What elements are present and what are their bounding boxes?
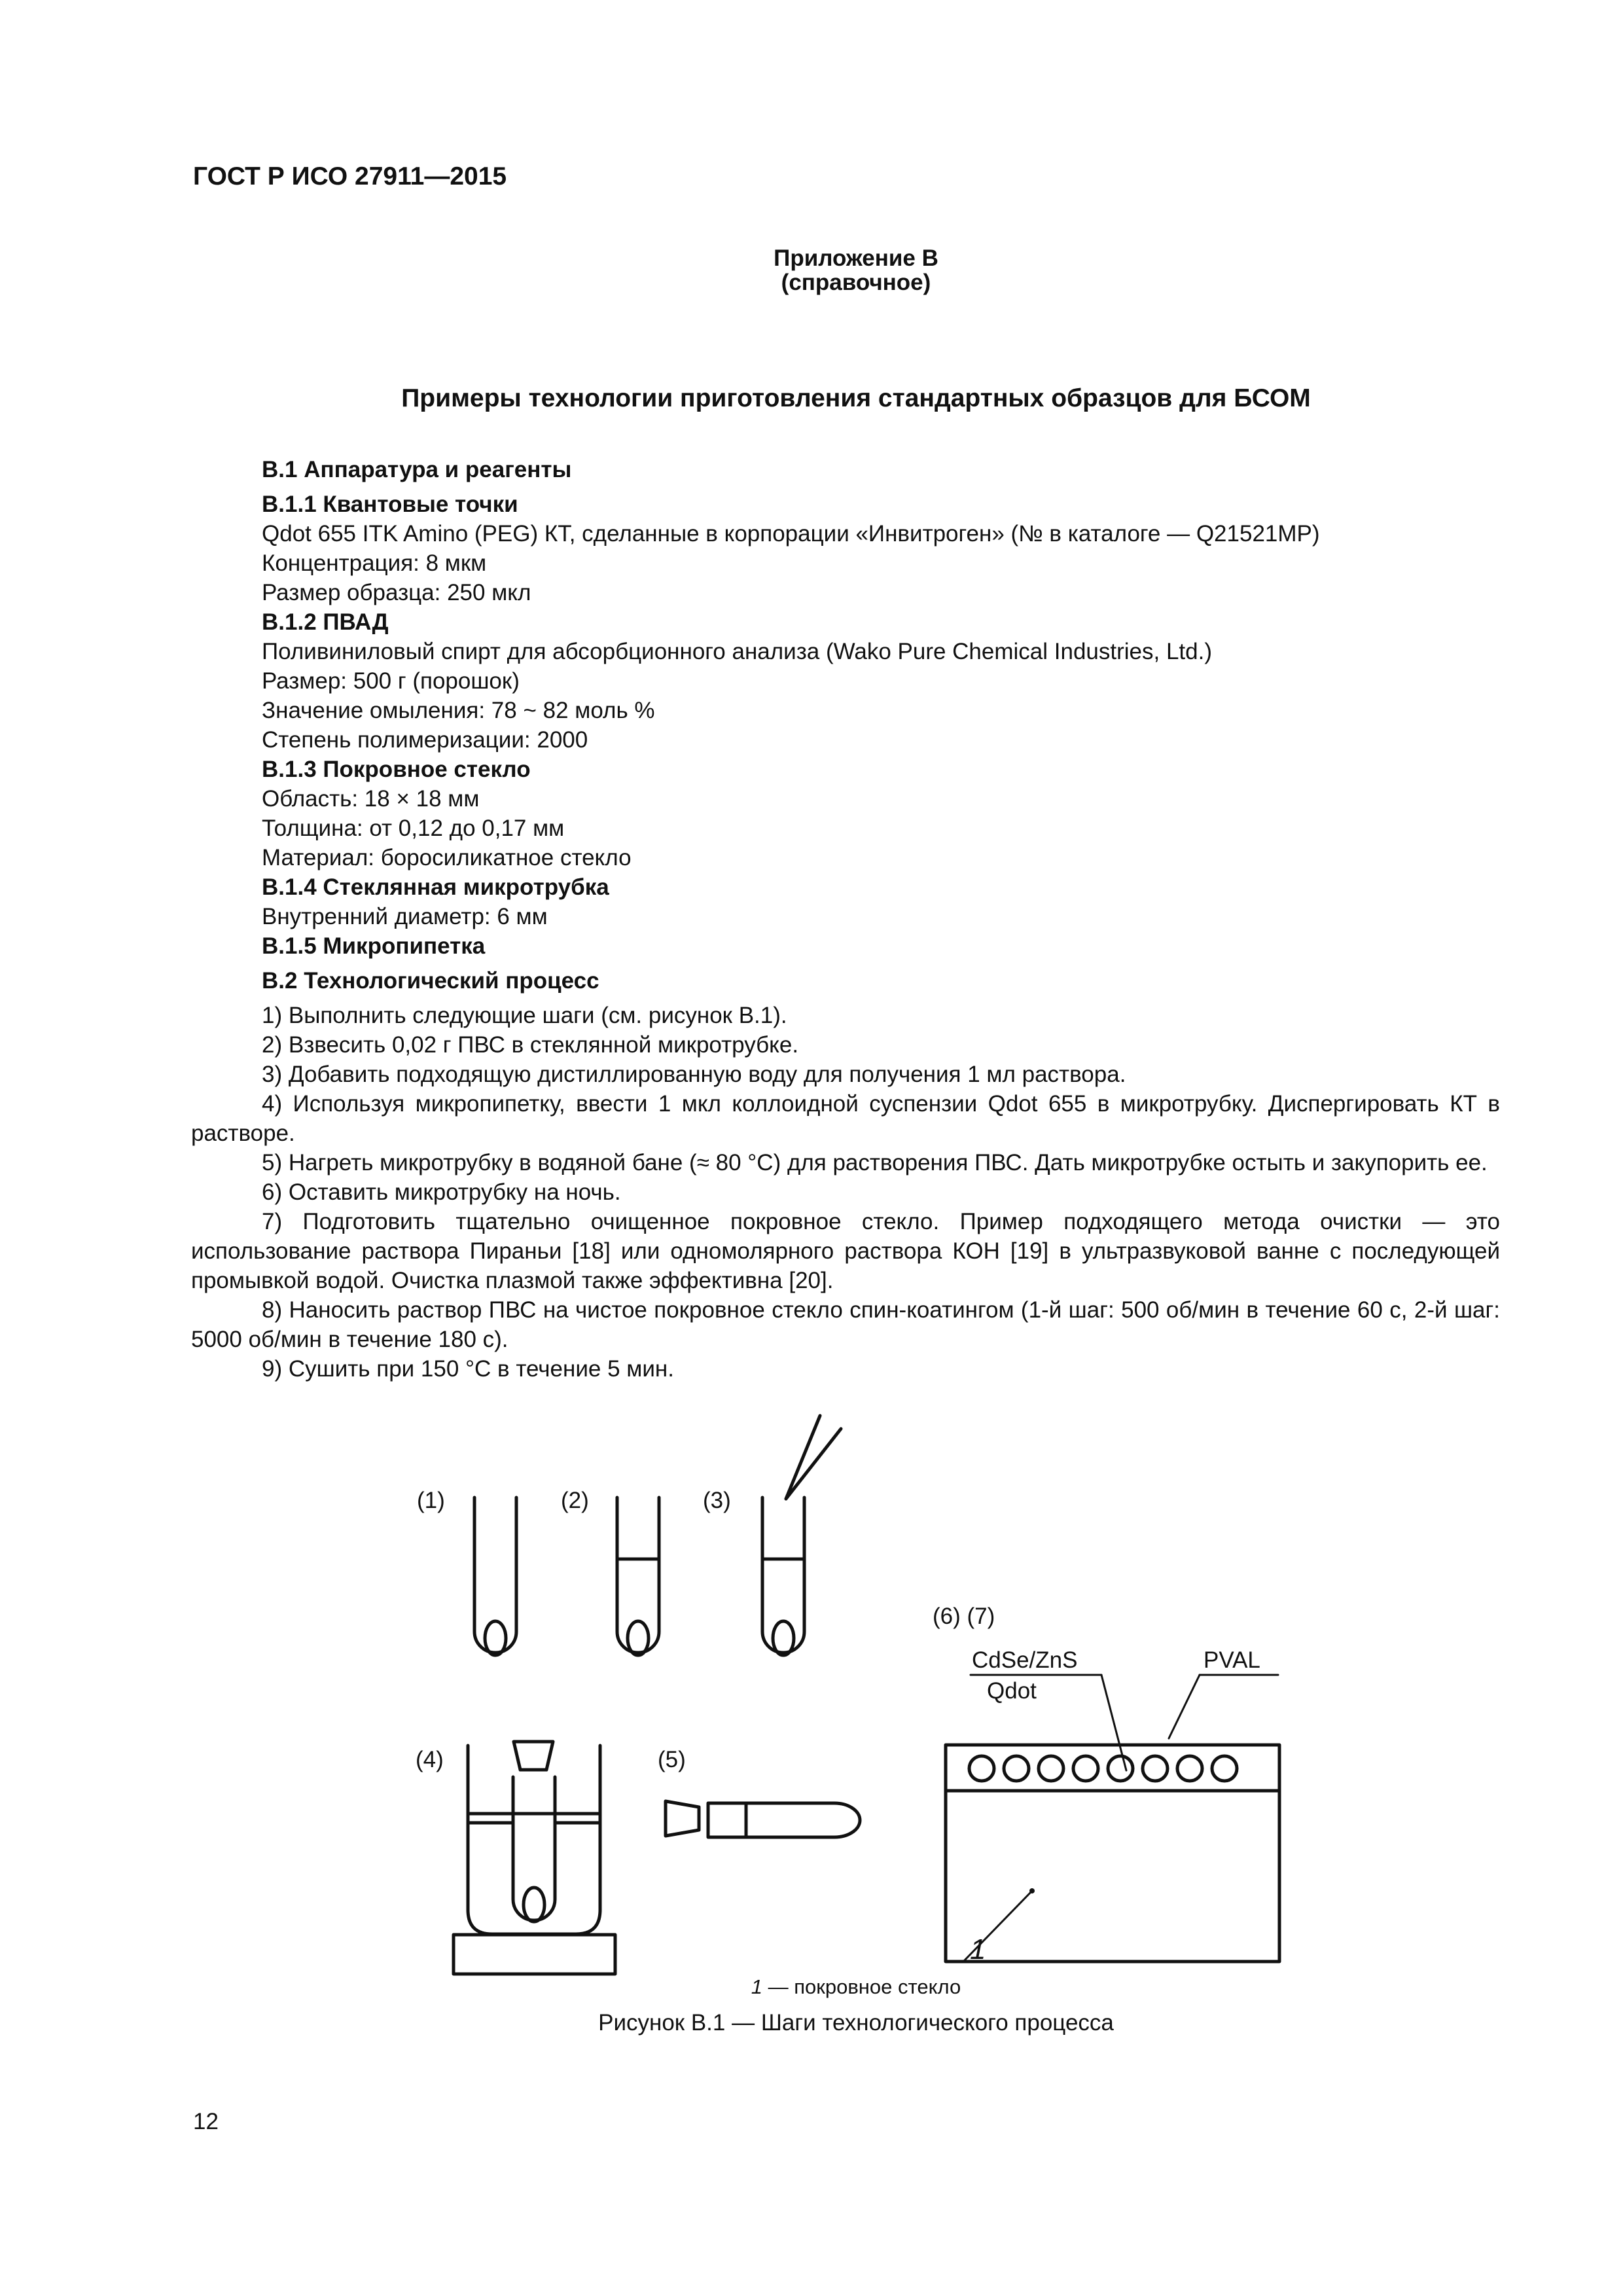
appendix-type: (справочное) (781, 270, 931, 295)
body-line: Поливиниловый спирт для абсорбционного анализа (Wako Pure Chemical Industries, Ltd.) (262, 639, 1212, 664)
step-item: 2) Взвесить 0,02 г ПВС в стеклянной микротрубке. (262, 1032, 799, 1058)
test-tube-1 (474, 1498, 516, 1655)
body-line: Внутренний диаметр: 6 мм (262, 904, 548, 929)
page-number: 12 (193, 2109, 219, 2134)
cdse-zns-label: CdSe/ZnS (972, 1647, 1078, 1673)
body-line: Концентрация: 8 мкм (262, 550, 487, 576)
section-heading-b15: В.1.5 Микропипетка (262, 933, 486, 959)
body-line: Область: 18 × 18 мм (262, 786, 480, 812)
figure-label-6-7: (6) (7) (933, 1604, 995, 1629)
test-tube-2 (617, 1498, 659, 1655)
figure-label-1: (1) (417, 1488, 445, 1513)
test-tube-3 (762, 1498, 804, 1655)
pipette-icon (786, 1416, 841, 1499)
body-line: Материал: боросиликатное стекло (262, 845, 632, 870)
step-item: 8) Наносить раствор ПВС на чистое покровное стекло спин-коатингом (1-й шаг: 500 об/мин в течение 60 с, 2-й шаг: 5000 об/мин в течение 180 с). (191, 1297, 1500, 1352)
document-code: ГОСТ Р ИСО 27911—2015 (193, 162, 507, 190)
figure-label-3: (3) (703, 1488, 731, 1513)
body-line: Толщина: от 0,12 до 0,17 мм (262, 816, 565, 841)
body-line: Значение омыления: 78 ~ 82 моль % (262, 698, 655, 723)
section-heading-b2: В.2 Технологический процесс (262, 968, 599, 994)
section-heading-b1: В.1 Аппаратура и реагенты (262, 457, 572, 482)
body-line: Qdot 655 ITK Amino (PEG) КТ, сделанные в корпорации «Инвитроген» (№ в каталоге — Q21521MP) (262, 521, 1320, 547)
figure-legend (0, 1975, 1623, 1999)
figure-label-2: (2) (561, 1488, 589, 1513)
body-line: Размер: 500 г (порошок) (262, 668, 520, 694)
section-heading-b13: В.1.3 Покровное стекло (262, 757, 531, 782)
section-heading-b11: В.1.1 Квантовые точки (262, 492, 518, 517)
legend-text: — покровное стекло (762, 1975, 961, 1998)
water-bath (454, 1742, 615, 1974)
body-line: Степень полимеризации: 2000 (262, 727, 588, 753)
step-item: 7) Подготовить тщательно очищенное покровное стекло. Пример подходящего метода очистки — это использование раствора Пираньи [18] или одномолярного раствора КОН [19] в ультразвуковой ванне с последующей промывкой водой. Очистка плазмой также эффективна [20]. (191, 1209, 1500, 1293)
step-item: 1) Выполнить следующие шаги (см. рисунок В.1). (262, 1003, 787, 1028)
step-item: 3) Добавить подходящую дистиллированную воду для получения 1 мл раствора. (262, 1062, 1126, 1087)
appendix-title: Приложение В (774, 245, 938, 271)
legend-number: 1 (751, 1975, 763, 1998)
page-title: Примеры технологии приготовления стандартных образцов для БСОМ (401, 384, 1311, 412)
figure-label-5: (5) (658, 1747, 686, 1772)
section-heading-b14: В.1.4 Стеклянная микротрубка (262, 874, 609, 900)
step-item: 4) Используя микропипетку, ввести 1 мкл коллоидной суспензии Qdot 655 в микротрубку. Диспергировать КТ в растворе. (191, 1091, 1500, 1146)
body-line: Размер образца: 250 мкл (262, 580, 531, 605)
step-item: 6) Оставить микротрубку на ночь. (262, 1179, 621, 1205)
cover-glass-number: 1 (970, 1933, 986, 1965)
figure-caption: Рисунок В.1 — Шаги технологического процесса (598, 2010, 1114, 2036)
qdot-label: Qdot (987, 1678, 1037, 1704)
pval-label: PVAL (1204, 1647, 1260, 1673)
figure-label-4: (4) (416, 1747, 444, 1772)
section-heading-b12: В.1.2 ПВАД (262, 609, 389, 635)
sealed-tube (666, 1801, 860, 1837)
step-item: 9) Сушить при 150 °С в течение 5 мин. (262, 1356, 674, 1382)
step-item: 5) Нагреть микротрубку в водяной бане (≈ 80 °С) для растворения ПВС. Дать микротрубке остыть и закупорить ее. (262, 1150, 1488, 1175)
